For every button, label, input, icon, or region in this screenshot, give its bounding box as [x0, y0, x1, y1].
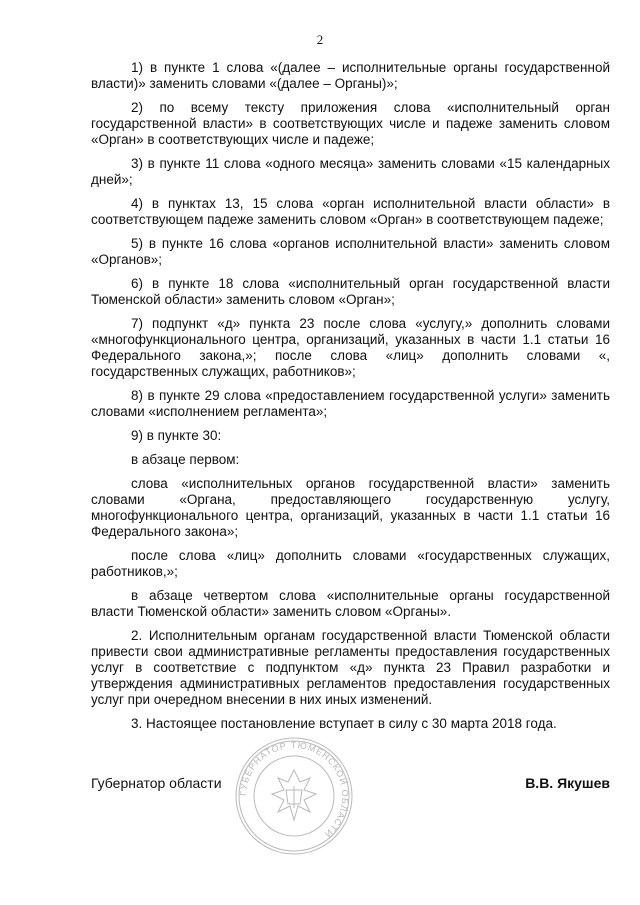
amendment-item-6: 6) в пункте 18 слова «исполнительный орган государственной власти Тюменской области» заменить словом «Орган»;	[91, 276, 610, 307]
subparagraph-replace-words: слова «исполнительных органов государственной власти» заменить словами «Органа, предоставляющего государственную услугу, многофункционального центра, организаций, указанных в части 1.1 статьи 16 Федерального закона»;	[91, 476, 610, 539]
page-number: 2	[316, 32, 324, 47]
amendment-item-5: 5) в пункте 16 слова «органов исполнительной власти» заменить словом «Органов»;	[91, 236, 610, 267]
clause-2: 2. Исполнительным органам государственной власти Тюменской области привести свои административные регламенты предоставления государственных услуг в соответствие с подпунктом «д» пункта 23 Правил разработки и утверждения административных регламентов предоставления государственных услуг при очередном внесении в них иных изменений.	[91, 628, 610, 707]
subparagraph-fourth-abzac: в абзаце четвертом слова «исполнительные органы государственной власти Тюменской области» заменить словом «Органы».	[91, 588, 610, 619]
amendment-item-4: 4) в пунктах 13, 15 слова «орган исполнительной власти области» в соответствующем падеже заменить словом «Орган» в соответствующем падеже;	[91, 196, 610, 227]
amendment-item-8: 8) в пункте 29 слова «предоставлением государственной услуги» заменить словами «исполнением регламента»;	[91, 388, 610, 419]
signatory-position: Губернатор области	[91, 775, 222, 791]
signature-block	[91, 775, 610, 797]
subparagraph-first-abzac: в абзаце первом:	[131, 452, 240, 467]
subparagraph-add-words: после слова «лиц» дополнить словами «государственных служащих, работников,»;	[91, 548, 610, 579]
amendment-item-3: 3) в пункте 11 слова «одного месяца» заменить словами «15 календарных дней»;	[91, 156, 610, 187]
signatory-name: В.В. Якушев	[525, 775, 610, 791]
amendment-item-7: 7) подпункт «д» пункта 23 после слова «услугу,» дополнить словами «многофункционального центра, организаций, указанных в части 1.1 статьи 16 Федерального закона,»; после слова «лиц» дополнить словами «, государственных служащих, работников»;	[91, 316, 610, 379]
clause-3: 3. Настоящее постановление вступает в силу с 30 марта 2018 года.	[131, 716, 557, 731]
document-body	[91, 60, 610, 740]
amendment-item-9: 9) в пункте 30:	[131, 428, 222, 443]
amendment-item-1: 1) в пункте 1 слова «(далее – исполнительные органы государственной власти)» заменить словами «(далее – Органы)»;	[91, 60, 610, 91]
seal-ring-text: ГУБЕРНАТОР ТЮМЕНСКОЙ ОБЛАСТИ	[237, 739, 351, 840]
amendment-item-2: 2) по всему тексту приложения слова «исполнительный орган государственной власти» в соответствующих числе и падеже заменить словом «Орган» в соответствующих числе и падеже;	[91, 100, 610, 147]
